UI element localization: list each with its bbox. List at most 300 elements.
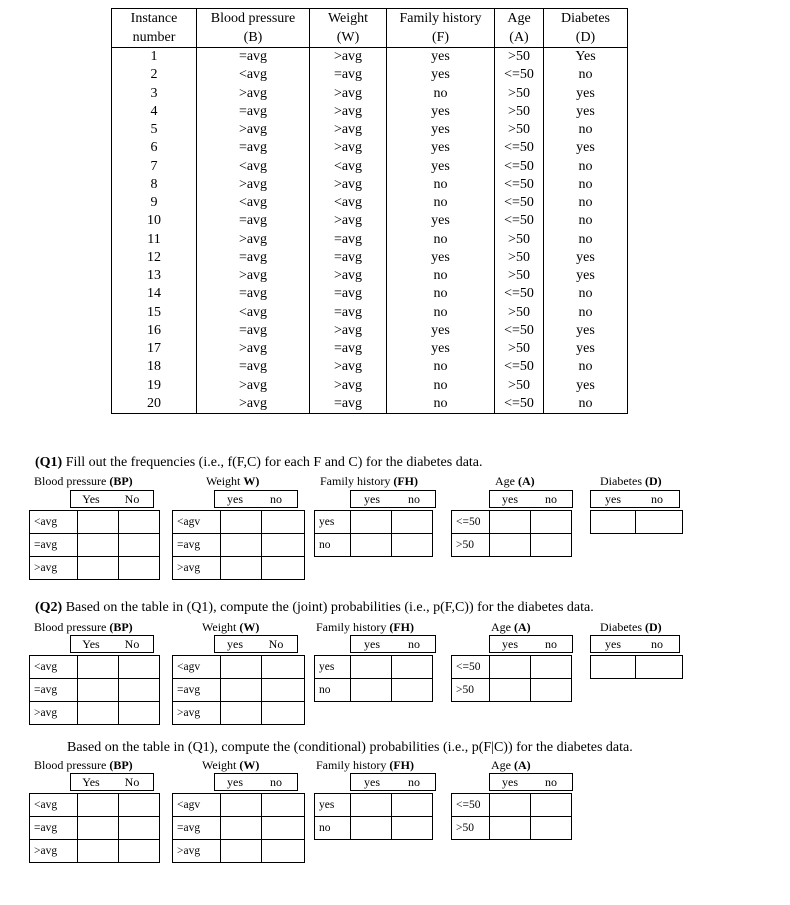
input-cell[interactable] <box>531 534 572 557</box>
input-cell[interactable] <box>531 817 572 840</box>
q2-fh-label: Family history (FH) <box>316 620 414 634</box>
input-cell[interactable] <box>221 679 262 702</box>
input-cell[interactable] <box>119 794 160 817</box>
col-yes: yes <box>605 637 621 651</box>
input-cell[interactable] <box>262 557 305 580</box>
q3-weight-label: Weight (W) <box>202 758 260 772</box>
q1-diabetes-label: Diabetes (D) <box>600 474 662 488</box>
input-cell[interactable] <box>351 511 392 534</box>
table-cell: Yes <box>544 48 628 67</box>
table-cell: >50 <box>495 340 544 358</box>
table-cell: 11 <box>147 231 161 247</box>
input-cell[interactable] <box>221 840 262 863</box>
input-cell[interactable] <box>490 679 531 702</box>
row-label-eq-avg: =avg <box>30 679 78 702</box>
input-cell[interactable] <box>221 557 262 580</box>
table-cell: >avg <box>310 121 387 139</box>
table-cell: yes <box>544 340 628 358</box>
input-cell[interactable] <box>351 817 392 840</box>
table-cell: 6 <box>150 140 158 156</box>
table-cell: >50 <box>495 85 544 103</box>
q2-weight-grid <box>172 635 305 725</box>
table-cell: =avg <box>197 103 310 121</box>
row-label-yes: yes <box>315 511 351 534</box>
row-label-gt-avg: >avg <box>173 702 221 725</box>
col-no: no <box>651 637 663 651</box>
table-cell: =avg <box>310 66 387 84</box>
row-label-lt-agv: <agv <box>173 511 221 534</box>
input-cell[interactable] <box>78 817 119 840</box>
input-cell[interactable] <box>221 534 262 557</box>
row-label-gt-avg: >avg <box>173 840 221 863</box>
input-cell[interactable] <box>262 511 305 534</box>
col-yes: yes <box>502 775 518 789</box>
col-yes: yes <box>502 637 518 651</box>
row-label-gt50: >50 <box>452 534 490 557</box>
row-label-lt-avg: <avg <box>30 656 78 679</box>
input-cell[interactable] <box>262 794 305 817</box>
table-cell: yes <box>387 139 495 157</box>
row-label-lt-avg: <avg <box>30 511 78 534</box>
table-cell: no <box>544 304 628 322</box>
table-cell: >50 <box>495 103 544 121</box>
col-no: No <box>124 492 140 506</box>
row-label-no: no <box>315 817 351 840</box>
col-no: no <box>408 775 420 789</box>
table-cell: no <box>387 358 495 376</box>
header-age: Age (A) <box>495 9 544 48</box>
input-cell[interactable] <box>490 656 531 679</box>
input-cell[interactable] <box>490 534 531 557</box>
col-no: no <box>408 492 420 506</box>
table-cell: yes <box>544 377 628 395</box>
input-cell[interactable] <box>392 656 433 679</box>
header-weight: Weight (W) <box>310 9 387 48</box>
q2-heading: (Q2) Based on the table in (Q1), compute the (joint) probabilities (i.e., p(F,C)) for the diabetes data. <box>35 600 594 615</box>
input-cell[interactable] <box>636 656 683 679</box>
input-cell[interactable] <box>119 679 160 702</box>
table-cell: <=50 <box>495 194 544 212</box>
table-cell: =avg <box>197 285 310 303</box>
q3-age-grid <box>451 773 573 840</box>
input-cell[interactable] <box>78 840 119 863</box>
input-cell[interactable] <box>78 702 119 725</box>
row-label-no: no <box>315 679 351 702</box>
input-cell[interactable] <box>262 679 305 702</box>
col-no: no <box>408 637 420 651</box>
col-no: no <box>545 492 557 506</box>
input-cell[interactable] <box>636 511 683 534</box>
header-instance: Instance number <box>112 9 197 48</box>
col-no: No <box>124 637 140 651</box>
header-family-history: Family history (F) <box>387 9 495 48</box>
input-cell[interactable] <box>392 679 433 702</box>
table-row <box>112 121 628 139</box>
table-row <box>112 322 628 340</box>
table-row <box>112 158 628 176</box>
table-row <box>112 395 628 414</box>
table-cell: >avg <box>310 139 387 157</box>
input-cell[interactable] <box>531 656 572 679</box>
q3-bp-label: Blood pressure (BP) <box>34 758 133 772</box>
table-cell: 14 <box>147 286 161 302</box>
table-cell: yes <box>387 48 495 67</box>
row-label-eq-avg: =avg <box>173 534 221 557</box>
table-cell: no <box>387 395 495 414</box>
col-no: no <box>270 492 282 506</box>
table-cell: <=50 <box>495 212 544 230</box>
table-cell: <avg <box>310 194 387 212</box>
input-cell[interactable] <box>119 702 160 725</box>
table-cell: >50 <box>495 377 544 395</box>
q2-bp-label: Blood pressure (BP) <box>34 620 133 634</box>
table-cell: >50 <box>495 267 544 285</box>
q1-bp-label: Blood pressure (BP) <box>34 474 133 488</box>
q1-age-label: Age (A) <box>495 474 535 488</box>
table-row <box>112 340 628 358</box>
input-cell[interactable] <box>119 557 160 580</box>
input-cell[interactable] <box>78 534 119 557</box>
table-cell: 19 <box>147 377 161 393</box>
table-cell: yes <box>387 66 495 84</box>
row-label-le50: <=50 <box>452 656 490 679</box>
table-cell: no <box>544 158 628 176</box>
row-label-lt-agv: <agv <box>173 656 221 679</box>
table-header-row <box>112 9 628 48</box>
input-cell[interactable] <box>490 817 531 840</box>
table-cell: 16 <box>147 322 161 338</box>
table-cell: no <box>544 176 628 194</box>
table-cell: >avg <box>197 231 310 249</box>
table-cell: >avg <box>310 103 387 121</box>
table-cell: >avg <box>197 395 310 414</box>
table-row <box>112 212 628 230</box>
table-cell: >avg <box>310 212 387 230</box>
table-row <box>112 285 628 303</box>
row-label-eq-avg: =avg <box>30 534 78 557</box>
table-cell: no <box>387 176 495 194</box>
table-row <box>112 66 628 84</box>
input-cell[interactable] <box>531 511 572 534</box>
table-cell: <avg <box>197 194 310 212</box>
input-cell[interactable] <box>221 817 262 840</box>
table-cell: 7 <box>150 158 158 174</box>
diabetes-data-table <box>111 8 628 414</box>
input-cell[interactable] <box>531 794 572 817</box>
q2-fh-grid <box>314 635 436 702</box>
table-cell: >avg <box>310 176 387 194</box>
table-cell: =avg <box>310 231 387 249</box>
row-label-gt-avg: >avg <box>30 840 78 863</box>
input-cell[interactable] <box>119 511 160 534</box>
header-diabetes: Diabetes (D) <box>544 9 628 48</box>
input-cell[interactable] <box>221 702 262 725</box>
q3-bp-grid <box>29 773 160 863</box>
table-cell: >50 <box>495 249 544 267</box>
table-cell: <=50 <box>495 395 544 414</box>
input-cell[interactable] <box>392 511 433 534</box>
row-label-gt-avg: >avg <box>30 557 78 580</box>
col-yes: yes <box>227 637 243 651</box>
input-cell[interactable] <box>392 534 433 557</box>
q1-weight-grid <box>172 490 305 580</box>
table-cell: 17 <box>147 341 161 357</box>
q2-diabetes-grid <box>590 635 683 679</box>
row-label-yes: yes <box>315 794 351 817</box>
table-cell: yes <box>387 212 495 230</box>
table-cell: 5 <box>150 122 158 138</box>
table-cell: 20 <box>147 395 161 411</box>
table-cell: no <box>544 194 628 212</box>
row-label-gt-avg: >avg <box>173 557 221 580</box>
input-cell[interactable] <box>591 656 636 679</box>
table-cell: >avg <box>310 377 387 395</box>
table-row <box>112 249 628 267</box>
input-cell[interactable] <box>262 817 305 840</box>
table-cell: <=50 <box>495 358 544 376</box>
col-yes: yes <box>227 775 243 789</box>
table-cell: no <box>387 304 495 322</box>
row-label-gt50: >50 <box>452 679 490 702</box>
table-cell: =avg <box>310 249 387 267</box>
table-cell: <avg <box>197 66 310 84</box>
table-cell: yes <box>387 158 495 176</box>
col-yes: yes <box>364 637 380 651</box>
table-cell: yes <box>544 85 628 103</box>
table-cell: >avg <box>197 85 310 103</box>
input-cell[interactable] <box>78 794 119 817</box>
table-cell: =avg <box>310 304 387 322</box>
input-cell[interactable] <box>392 794 433 817</box>
table-cell: 13 <box>147 268 161 284</box>
col-yes: yes <box>364 775 380 789</box>
table-row <box>112 267 628 285</box>
input-cell[interactable] <box>531 679 572 702</box>
q2-age-label: Age (A) <box>491 620 531 634</box>
table-cell: <avg <box>197 158 310 176</box>
table-row <box>112 194 628 212</box>
row-label-le50: <=50 <box>452 794 490 817</box>
row-label-le50: <=50 <box>452 511 490 534</box>
table-cell: >avg <box>197 267 310 285</box>
row-label-lt-agv: <agv <box>173 794 221 817</box>
table-cell: no <box>387 267 495 285</box>
table-cell: yes <box>544 267 628 285</box>
table-cell: =avg <box>310 395 387 414</box>
input-cell[interactable] <box>591 511 636 534</box>
table-cell: 4 <box>150 103 158 119</box>
input-cell[interactable] <box>351 679 392 702</box>
row-label-eq-avg: =avg <box>173 679 221 702</box>
table-cell: =avg <box>197 249 310 267</box>
table-row <box>112 48 628 67</box>
q2-weight-label: Weight (W) <box>202 620 260 634</box>
input-cell[interactable] <box>119 840 160 863</box>
table-cell: no <box>544 212 628 230</box>
table-cell: yes <box>387 322 495 340</box>
q1-fh-label: Family history (FH) <box>320 474 418 488</box>
q3-weight-grid <box>172 773 305 863</box>
input-cell[interactable] <box>221 656 262 679</box>
q3-age-label: Age (A) <box>491 758 531 772</box>
q1-heading: (Q1) Fill out the frequencies (i.e., f(F,C) for each F and C) for the diabetes data. <box>35 455 483 470</box>
q3-heading: Based on the table in (Q1), compute the (conditional) probabilities (i.e., p(F|C)) for the diabetes data. <box>67 740 633 755</box>
table-cell: >avg <box>197 176 310 194</box>
table-cell: =avg <box>310 285 387 303</box>
input-cell[interactable] <box>490 794 531 817</box>
input-cell[interactable] <box>351 656 392 679</box>
q3-fh-label: Family history (FH) <box>316 758 414 772</box>
table-cell: no <box>544 231 628 249</box>
table-cell: >avg <box>310 267 387 285</box>
table-cell: >avg <box>310 85 387 103</box>
col-no: No <box>268 637 284 651</box>
input-cell[interactable] <box>490 511 531 534</box>
table-cell: =avg <box>197 322 310 340</box>
q2-bp-grid <box>29 635 160 725</box>
table-cell: no <box>544 66 628 84</box>
row-label-yes: yes <box>315 656 351 679</box>
table-cell: >50 <box>495 304 544 322</box>
table-cell: <=50 <box>495 158 544 176</box>
table-cell: 2 <box>150 67 158 83</box>
col-yes: Yes <box>82 775 100 789</box>
table-cell: yes <box>387 121 495 139</box>
table-cell: no <box>544 285 628 303</box>
input-cell[interactable] <box>262 702 305 725</box>
q2-age-grid <box>451 635 573 702</box>
q1-age-grid <box>451 490 573 557</box>
col-no: no <box>545 637 557 651</box>
input-cell[interactable] <box>262 534 305 557</box>
table-row <box>112 377 628 395</box>
table-cell: yes <box>544 103 628 121</box>
table-cell: yes <box>544 249 628 267</box>
table-cell: no <box>387 194 495 212</box>
table-row <box>112 103 628 121</box>
table-cell: >avg <box>197 377 310 395</box>
table-cell: <=50 <box>495 176 544 194</box>
table-cell: yes <box>544 322 628 340</box>
q1-weight-label: Weight W) <box>206 474 260 488</box>
table-cell: >50 <box>495 231 544 249</box>
table-cell: =avg <box>197 358 310 376</box>
table-cell: <=50 <box>495 139 544 157</box>
input-cell[interactable] <box>78 679 119 702</box>
row-label-no: no <box>315 534 351 557</box>
table-cell: yes <box>387 103 495 121</box>
input-cell[interactable] <box>78 557 119 580</box>
input-cell[interactable] <box>119 534 160 557</box>
table-row <box>112 358 628 376</box>
input-cell[interactable] <box>78 511 119 534</box>
input-cell[interactable] <box>351 794 392 817</box>
table-cell: yes <box>387 249 495 267</box>
table-cell: no <box>544 121 628 139</box>
table-cell: 18 <box>147 359 161 375</box>
col-no: No <box>124 775 140 789</box>
table-row <box>112 304 628 322</box>
input-cell[interactable] <box>221 794 262 817</box>
col-no: no <box>270 775 282 789</box>
table-cell: no <box>544 395 628 414</box>
table-cell: 9 <box>150 195 158 211</box>
table-cell: =avg <box>197 48 310 67</box>
col-yes: yes <box>502 492 518 506</box>
table-cell: yes <box>387 340 495 358</box>
table-cell: 3 <box>150 85 158 101</box>
col-yes: Yes <box>82 492 100 506</box>
table-cell: >avg <box>310 322 387 340</box>
input-cell[interactable] <box>78 656 119 679</box>
table-cell: >avg <box>197 340 310 358</box>
table-row <box>112 231 628 249</box>
input-cell[interactable] <box>262 656 305 679</box>
table-cell: >avg <box>310 48 387 67</box>
col-yes: yes <box>227 492 243 506</box>
table-cell: no <box>387 85 495 103</box>
col-no: no <box>651 492 663 506</box>
table-cell: <avg <box>310 158 387 176</box>
row-label-gt50: >50 <box>452 817 490 840</box>
table-cell: 15 <box>147 304 161 320</box>
input-cell[interactable] <box>392 817 433 840</box>
table-cell: no <box>387 231 495 249</box>
q1-diabetes-grid <box>590 490 683 534</box>
table-cell: no <box>544 358 628 376</box>
table-cell: <=50 <box>495 322 544 340</box>
table-cell: >avg <box>197 121 310 139</box>
table-cell: <=50 <box>495 285 544 303</box>
table-row <box>112 176 628 194</box>
input-cell[interactable] <box>119 817 160 840</box>
row-label-lt-avg: <avg <box>30 794 78 817</box>
table-cell: 8 <box>150 176 158 192</box>
q3-fh-grid <box>314 773 436 840</box>
input-cell[interactable] <box>221 511 262 534</box>
table-cell: =avg <box>197 139 310 157</box>
table-cell: no <box>387 377 495 395</box>
input-cell[interactable] <box>351 534 392 557</box>
col-yes: yes <box>364 492 380 506</box>
table-cell: no <box>387 285 495 303</box>
q1-fh-grid <box>314 490 436 557</box>
col-yes: yes <box>605 492 621 506</box>
col-no: no <box>545 775 557 789</box>
col-yes: Yes <box>82 637 100 651</box>
table-cell: >50 <box>495 48 544 67</box>
table-cell: =avg <box>310 340 387 358</box>
row-label-eq-avg: =avg <box>173 817 221 840</box>
table-cell: 1 <box>150 49 158 65</box>
table-cell: 12 <box>147 249 161 265</box>
table-cell: >avg <box>310 358 387 376</box>
input-cell[interactable] <box>262 840 305 863</box>
table-row <box>112 85 628 103</box>
q2-diabetes-label: Diabetes (D) <box>600 620 662 634</box>
q1-bp-grid <box>29 490 160 580</box>
table-cell: =avg <box>197 212 310 230</box>
table-cell: 10 <box>147 213 161 229</box>
input-cell[interactable] <box>119 656 160 679</box>
table-cell: <=50 <box>495 66 544 84</box>
table-cell: >50 <box>495 121 544 139</box>
table-cell: <avg <box>197 304 310 322</box>
table-cell: yes <box>544 139 628 157</box>
table-row <box>112 139 628 157</box>
row-label-gt-avg: >avg <box>30 702 78 725</box>
row-label-eq-avg: =avg <box>30 817 78 840</box>
